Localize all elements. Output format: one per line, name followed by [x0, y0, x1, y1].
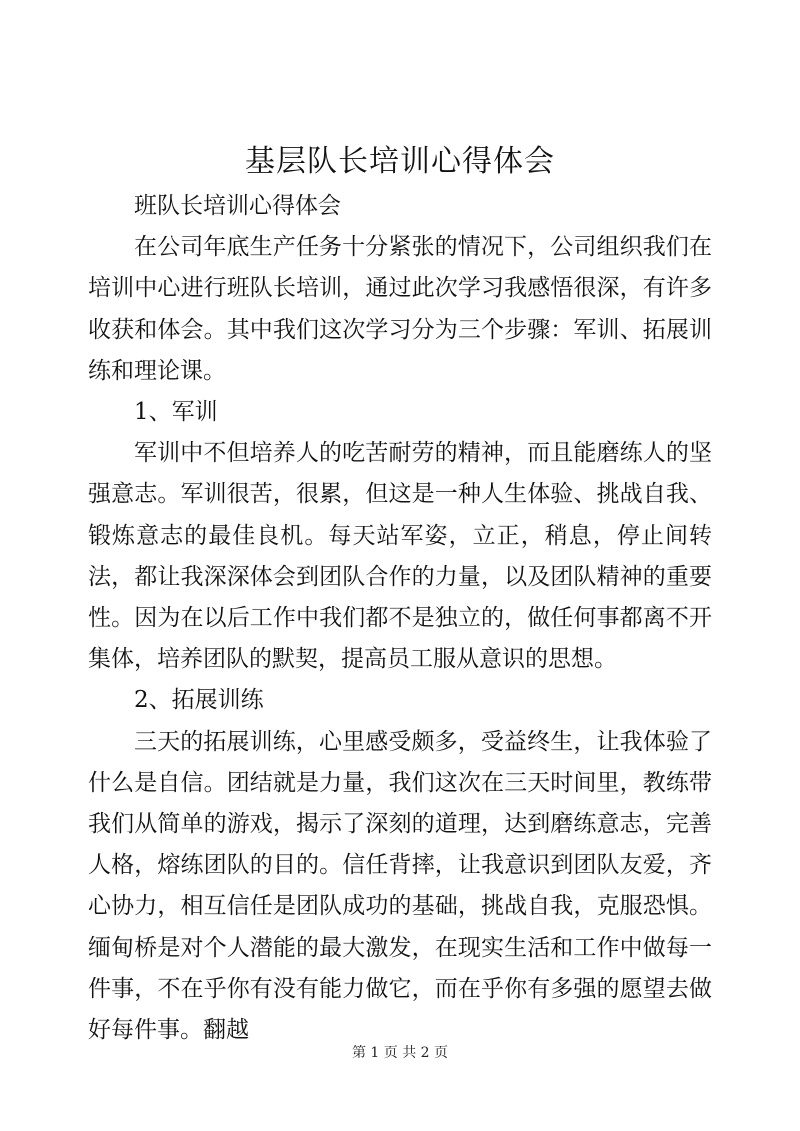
subtitle-paragraph: 班队长培训心得体会: [134, 193, 341, 219]
outward-training-paragraph: 三天的拓展训练，心里感受颇多，受益终生，让我体验了什么是自信。团结就是力量，我们这次在三天时间里，教练带我们从简单的游戏，揭示了深刻的道理，达到磨练意志，完善人格，熔练团队的目的。信任背摔，让我意识到团队友爱，齐心协力，相互信任是团队成功的基础，挑战自我，克服恐惧。缅甸桥是对个人潜能的最大激发，在现实生活和工作中做每一件事，不在乎你有没有能力做它，而在乎你有多强的愿望去做好每件事。翻越: [88, 728, 712, 1044]
document-title: 基层队长培训心得体会: [245, 144, 555, 179]
document-body: [88, 186, 712, 1051]
page-footer: 第 1 页 共 2 页: [351, 1045, 449, 1061]
section-heading-outward-training: 2、拓展训练: [134, 687, 264, 714]
military-training-paragraph: 军训中不但培养人的吃苦耐劳的精神，而且能磨练人的坚强意志。军训很苦，很累，但这是一种人生体验、挑战自我、锻炼意志的最佳良机。每天站军姿，立正，稍息，停止间转法，都让我深深体会到团队合作的力量，以及团队精神的重要性。因为在以后工作中我们都不是独立的，做任何事都离不开集体，培养团队的默契，提高员工服从意识的思想。: [88, 440, 712, 673]
intro-paragraph: 在公司年底生产任务十分紧张的情况下，公司组织我们在培训中心进行班队长培训，通过此次学习我感悟很深，有许多收获和体会。其中我们这次学习分为三个步骤：军训、拓展训练和理论课。: [88, 234, 712, 384]
section-heading-military-training: 1、军训: [134, 399, 218, 426]
